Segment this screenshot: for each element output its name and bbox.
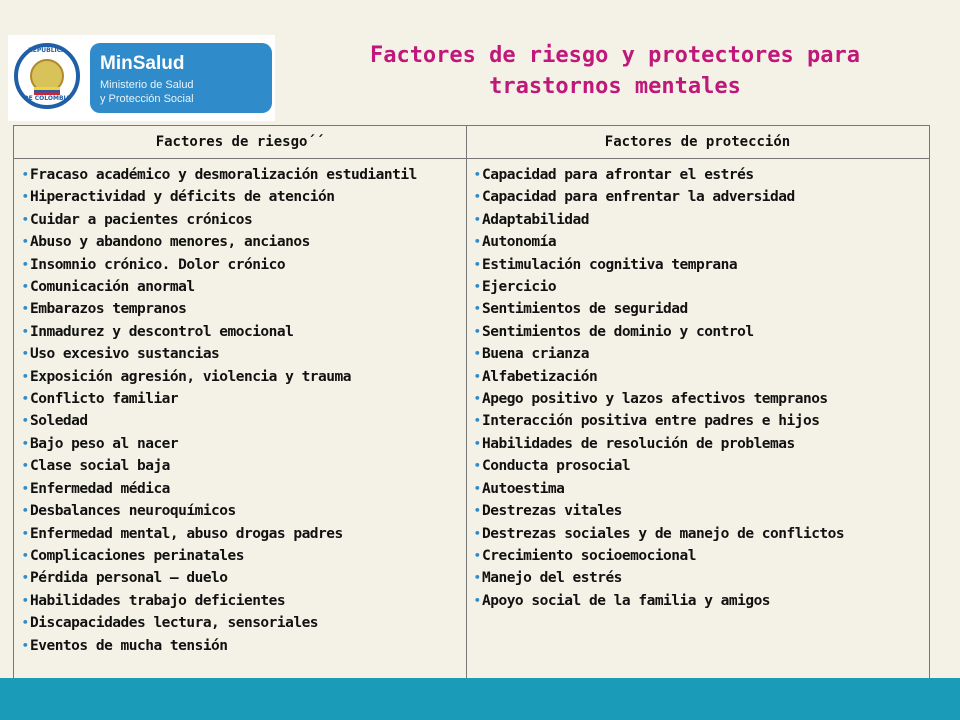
header-risk-factors: Factores de riesgo´´ (155, 134, 325, 150)
footer-bar (0, 678, 960, 720)
list-item: • Autoestima (472, 478, 927, 500)
list-item: • Embarazos tempranos (20, 298, 460, 320)
list-item: • Exposición agresión, violencia y trauma (20, 366, 460, 388)
list-item: • Desbalances neuroquímicos (20, 500, 460, 522)
header-protective-factors: Factores de protección (604, 134, 791, 150)
title-line-2: trastornos mentales (489, 74, 741, 99)
minsalud-logo (8, 35, 275, 121)
list-item: • Sentimientos de seguridad (472, 298, 927, 320)
list-item: • Estimulación cognitiva temprana (472, 254, 927, 276)
brand-subtitle-1: Ministerio de Salud (100, 79, 194, 91)
column-divider (466, 126, 467, 687)
list-item: • Apego positivo y lazos afectivos tempranos (472, 388, 927, 410)
brand-block (90, 43, 272, 113)
flag-icon (34, 87, 60, 95)
list-item: • Insomnio crónico. Dolor crónico (20, 254, 460, 276)
list-item: • Habilidades trabajo deficientes (20, 590, 460, 612)
list-item: • Capacidad para enfrentar la adversidad (472, 186, 927, 208)
list-item: • Complicaciones perinatales (20, 545, 460, 567)
list-item: • Destrezas sociales y de manejo de conflictos (472, 523, 927, 545)
list-item: • Apoyo social de la familia y amigos (472, 590, 927, 612)
list-item: • Uso excesivo sustancias (20, 343, 460, 365)
list-item: • Enfermedad médica (20, 478, 460, 500)
list-item: • Ejercicio (472, 276, 927, 298)
list-item: • Crecimiento socioemocional (472, 545, 927, 567)
list-item: • Hiperactividad y déficits de atención (20, 186, 460, 208)
list-item: • Capacidad para afrontar el estrés (472, 164, 927, 186)
list-item: • Inmadurez y descontrol emocional (20, 321, 460, 343)
protective-factors-list (472, 164, 927, 612)
list-item: • Conducta prosocial (472, 455, 927, 477)
seal-text-top: REPUBLICA (28, 47, 66, 54)
list-item: • Eventos de mucha tensión (20, 635, 460, 657)
list-item: • Destrezas vitales (472, 500, 927, 522)
risk-factors-list (20, 164, 460, 657)
list-item: • Comunicación anormal (20, 276, 460, 298)
list-item: • Abuso y abandono menores, ancianos (20, 231, 460, 253)
list-item: • Discapacidades lectura, sensoriales (20, 612, 460, 634)
list-item: • Pérdida personal — duelo (20, 567, 460, 589)
list-item: • Sentimientos de dominio y control (472, 321, 927, 343)
brand-subtitle-2: y Protección Social (100, 93, 194, 105)
list-item: • Fracaso académico y desmoralización estudiantil (20, 164, 460, 186)
list-item: • Clase social baja (20, 455, 460, 477)
list-item: • Bajo peso al nacer (20, 433, 460, 455)
list-item: • Cuidar a pacientes crónicos (20, 209, 460, 231)
list-item: • Autonomía (472, 231, 927, 253)
list-item: • Interacción positiva entre padres e hijos (472, 410, 927, 432)
title-line-1: Factores de riesgo y protectores para (369, 43, 861, 68)
factors-table (13, 125, 930, 688)
colombia-seal-icon (14, 43, 80, 109)
brand-name: MinSalud (100, 53, 185, 74)
list-item: • Soledad (20, 410, 460, 432)
seal-text-bottom: DE COLOMBIA (23, 95, 71, 102)
list-item: • Conflicto familiar (20, 388, 460, 410)
list-item: • Habilidades de resolución de problemas (472, 433, 927, 455)
list-item: • Alfabetización (472, 366, 927, 388)
list-item: • Enfermedad mental, abuso drogas padres (20, 523, 460, 545)
table-header (14, 126, 929, 159)
list-item: • Adaptabilidad (472, 209, 927, 231)
page-title (300, 40, 930, 102)
list-item: • Manejo del estrés (472, 567, 927, 589)
list-item: • Buena crianza (472, 343, 927, 365)
